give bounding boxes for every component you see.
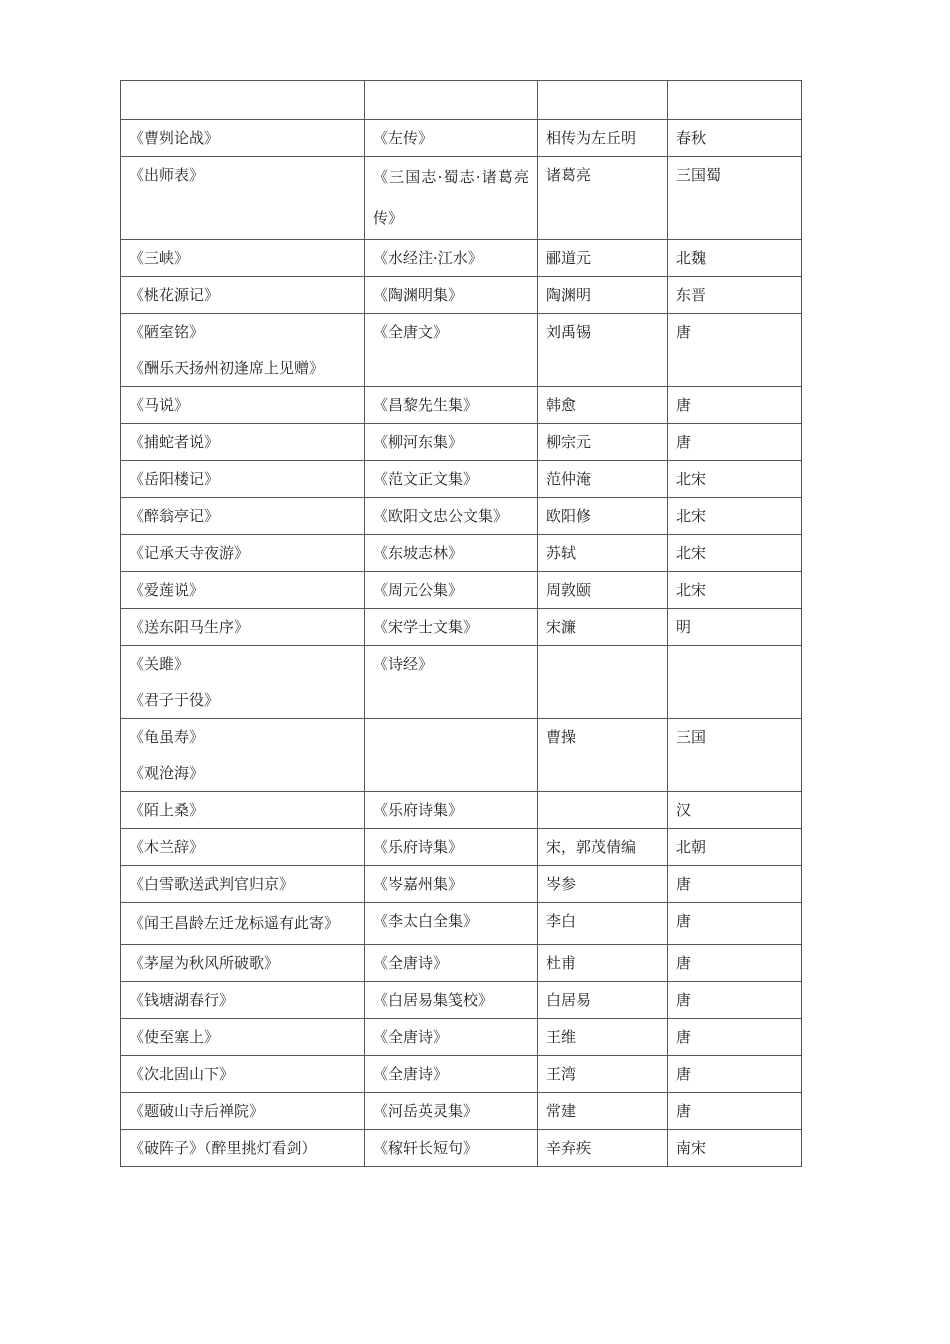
- author-cell: [538, 866, 668, 903]
- era-cell: [668, 945, 802, 982]
- table-row: [121, 572, 802, 609]
- cell-text: 三国蜀: [676, 166, 722, 184]
- source-cell: [365, 866, 538, 903]
- cell-text: 《昌黎先生集》: [373, 396, 479, 414]
- cell-text: 唐: [676, 991, 692, 1009]
- source-cell: [365, 646, 538, 719]
- cell-text: 曹操: [546, 728, 577, 746]
- era-cell: [668, 120, 802, 157]
- author-cell: [538, 535, 668, 572]
- author-cell: [538, 982, 668, 1019]
- author-cell: [538, 572, 668, 609]
- author-cell: [538, 903, 668, 945]
- cell-text: 唐: [676, 912, 692, 930]
- cell-text: 唐: [676, 875, 692, 893]
- cell-text: 王湾: [546, 1065, 577, 1083]
- cell-text: 《酬乐天扬州初逢席上见赠》: [129, 359, 325, 377]
- cell-text: 宋，郭茂倩编: [546, 838, 637, 856]
- title-cell: [121, 1056, 365, 1093]
- table-body: [121, 81, 802, 1167]
- cell-text: 《桃花源记》: [129, 286, 220, 304]
- cell-text: 《捕蛇者说》: [129, 433, 220, 451]
- source-cell: [365, 461, 538, 498]
- cell-text: 《茅屋为秋风所破歌》: [129, 954, 280, 972]
- cell-text: 《观沧海》: [129, 764, 205, 782]
- source-cell: [365, 1056, 538, 1093]
- era-cell: [668, 424, 802, 461]
- era-cell: [668, 572, 802, 609]
- cell-text: 《乐府诗集》: [373, 838, 464, 856]
- cell-text: 岑参: [546, 875, 577, 893]
- cell-text: 《马说》: [129, 396, 190, 414]
- author-cell: [538, 792, 668, 829]
- table-row: [121, 945, 802, 982]
- cell-text: 相传为左丘明: [546, 129, 637, 147]
- cell-text: 《白雪歌送武判官归京》: [129, 875, 295, 893]
- source-cell: [365, 945, 538, 982]
- cell-text: 《陋室铭》: [129, 323, 205, 341]
- era-cell: [668, 866, 802, 903]
- cell-text: 东晋: [676, 286, 707, 304]
- cell-text: 苏轼: [546, 544, 577, 562]
- cell-text: 《全唐诗》: [373, 1028, 449, 1046]
- cell-text: 《范文正文集》: [373, 470, 479, 488]
- source-cell: [365, 719, 538, 792]
- cell-text: 唐: [676, 1065, 692, 1083]
- cell-text: 唐: [676, 433, 692, 451]
- source-cell: [365, 424, 538, 461]
- cell-text: 唐: [676, 1028, 692, 1046]
- table-row: [121, 387, 802, 424]
- title-cell: [121, 314, 365, 387]
- author-cell: [538, 314, 668, 387]
- title-cell: [121, 120, 365, 157]
- cell-text: 《全唐诗》: [373, 1065, 449, 1083]
- cell-text: 郦道元: [546, 249, 592, 267]
- author-cell: [538, 277, 668, 314]
- title-cell: [121, 945, 365, 982]
- era-cell: [668, 387, 802, 424]
- source-cell: [365, 903, 538, 945]
- cell-text: 范仲淹: [546, 470, 592, 488]
- cell-text: 北宋: [676, 544, 707, 562]
- cell-text: 《醉翁亭记》: [129, 507, 220, 525]
- cell-text: 三国: [676, 728, 707, 746]
- title-cell: [121, 829, 365, 866]
- cell-text: 《出师表》: [129, 166, 205, 184]
- author-cell: [538, 120, 668, 157]
- title-cell: [121, 982, 365, 1019]
- table-row: [121, 982, 802, 1019]
- cell-text: 唐: [676, 1102, 692, 1120]
- author-cell: [538, 1093, 668, 1130]
- header-cell: [668, 81, 802, 120]
- cell-text: 王维: [546, 1028, 577, 1046]
- table-row: [121, 903, 802, 945]
- cell-text: 南宋: [676, 1139, 707, 1157]
- table-row: [121, 120, 802, 157]
- cell-text: 《闻王昌龄左迁龙标遥有此寄》: [129, 914, 340, 932]
- title-cell: [121, 461, 365, 498]
- cell-text: 春秋: [676, 129, 707, 147]
- era-cell: [668, 982, 802, 1019]
- cell-text: 《爱莲说》: [129, 581, 205, 599]
- table-row: [121, 719, 802, 792]
- era-cell: [668, 609, 802, 646]
- table-row: [121, 314, 802, 387]
- era-cell: [668, 1093, 802, 1130]
- cell-text: 《左传》: [373, 129, 434, 147]
- author-cell: [538, 498, 668, 535]
- source-cell: [365, 157, 538, 240]
- table-row: [121, 609, 802, 646]
- cell-text: 杜甫: [546, 954, 577, 972]
- cell-text: 《陶渊明集》: [373, 286, 464, 304]
- author-cell: [538, 1056, 668, 1093]
- era-cell: [668, 157, 802, 240]
- cell-text: 《钱塘湖春行》: [129, 991, 235, 1009]
- author-cell: [538, 1130, 668, 1167]
- cell-text: 北魏: [676, 249, 707, 267]
- source-cell: [365, 120, 538, 157]
- cell-text: 汉: [676, 801, 692, 819]
- era-cell: [668, 240, 802, 277]
- literature-table: [120, 80, 802, 1167]
- title-cell: [121, 792, 365, 829]
- author-cell: [538, 240, 668, 277]
- title-cell: [121, 1093, 365, 1130]
- author-cell: [538, 646, 668, 719]
- author-cell: [538, 1019, 668, 1056]
- author-cell: [538, 424, 668, 461]
- cell-text: 《题破山寺后禅院》: [129, 1102, 265, 1120]
- source-cell: [365, 1130, 538, 1167]
- table-row: [121, 498, 802, 535]
- title-cell: [121, 240, 365, 277]
- title-cell: [121, 535, 365, 572]
- title-cell: [121, 1019, 365, 1056]
- cell-text: 白居易: [546, 991, 592, 1009]
- cell-text: 《柳河东集》: [373, 433, 464, 451]
- source-cell: [365, 387, 538, 424]
- cell-text: 欧阳修: [546, 507, 592, 525]
- cell-text: 《周元公集》: [373, 581, 464, 599]
- table-row: [121, 461, 802, 498]
- source-cell: [365, 982, 538, 1019]
- cell-text: 北朝: [676, 838, 707, 856]
- cell-text: 《全唐文》: [373, 323, 449, 341]
- cell-text: 《次北固山下》: [129, 1065, 235, 1083]
- table-row: [121, 424, 802, 461]
- source-cell: [365, 609, 538, 646]
- table-row: [121, 646, 802, 719]
- title-cell: [121, 719, 365, 792]
- cell-text: 《岳阳楼记》: [129, 470, 220, 488]
- era-cell: [668, 1130, 802, 1167]
- table-row: [121, 157, 802, 240]
- title-cell: [121, 424, 365, 461]
- era-cell: [668, 792, 802, 829]
- cell-text: 宋濂: [546, 618, 577, 636]
- cell-text: 刘禹锡: [546, 323, 592, 341]
- table-row: [121, 277, 802, 314]
- cell-text: 北宋: [676, 507, 707, 525]
- cell-text: 《水经注·江水》: [373, 249, 483, 267]
- cell-text: 唐: [676, 323, 692, 341]
- title-cell: [121, 1130, 365, 1167]
- title-cell: [121, 572, 365, 609]
- era-cell: [668, 646, 802, 719]
- era-cell: [668, 461, 802, 498]
- source-cell: [365, 277, 538, 314]
- source-cell: [365, 1093, 538, 1130]
- table-row: [121, 1093, 802, 1130]
- cell-text: 《龟虽寿》: [129, 728, 205, 746]
- title-cell: [121, 277, 365, 314]
- title-cell: [121, 866, 365, 903]
- author-cell: [538, 157, 668, 240]
- era-cell: [668, 1019, 802, 1056]
- era-cell: [668, 719, 802, 792]
- title-cell: [121, 646, 365, 719]
- cell-text: 《三国志·蜀志·诸葛亮传》: [373, 168, 529, 227]
- era-cell: [668, 535, 802, 572]
- cell-text: 《乐府诗集》: [373, 801, 464, 819]
- source-cell: [365, 792, 538, 829]
- title-cell: [121, 498, 365, 535]
- cell-text: 《陌上桑》: [129, 801, 205, 819]
- era-cell: [668, 1056, 802, 1093]
- source-cell: [365, 314, 538, 387]
- table-row: [121, 829, 802, 866]
- era-cell: [668, 498, 802, 535]
- cell-text: 柳宗元: [546, 433, 592, 451]
- cell-text: 明: [676, 618, 692, 636]
- source-cell: [365, 535, 538, 572]
- cell-text: 《曹刿论战》: [129, 129, 220, 147]
- table-row: [121, 535, 802, 572]
- source-cell: [365, 1019, 538, 1056]
- era-cell: [668, 314, 802, 387]
- header-cell: [121, 81, 365, 120]
- cell-text: 《木兰辞》: [129, 838, 205, 856]
- source-cell: [365, 240, 538, 277]
- cell-text: 陶渊明: [546, 286, 592, 304]
- cell-text: 《关雎》: [129, 655, 190, 673]
- title-cell: [121, 387, 365, 424]
- table-row: [121, 1130, 802, 1167]
- author-cell: [538, 945, 668, 982]
- cell-text: 唐: [676, 396, 692, 414]
- cell-text: 唐: [676, 954, 692, 972]
- cell-text: 周敦颐: [546, 581, 592, 599]
- author-cell: [538, 719, 668, 792]
- cell-text: 《白居易集笺校》: [373, 991, 494, 1009]
- cell-text: 辛弃疾: [546, 1139, 592, 1157]
- source-cell: [365, 498, 538, 535]
- era-cell: [668, 829, 802, 866]
- era-cell: [668, 277, 802, 314]
- source-cell: [365, 829, 538, 866]
- table-row: [121, 1019, 802, 1056]
- header-cell: [538, 81, 668, 120]
- table-row: [121, 792, 802, 829]
- cell-text: 《诗经》: [373, 655, 434, 673]
- cell-text: 常建: [546, 1102, 577, 1120]
- cell-text: 《全唐诗》: [373, 954, 449, 972]
- header-cell: [365, 81, 538, 120]
- cell-text: 《岑嘉州集》: [373, 875, 464, 893]
- cell-text: 《记承天寺夜游》: [129, 544, 250, 562]
- title-cell: [121, 903, 365, 945]
- author-cell: [538, 829, 668, 866]
- table-row: [121, 1056, 802, 1093]
- cell-text: 《欧阳文忠公文集》: [373, 507, 509, 525]
- era-cell: [668, 903, 802, 945]
- title-cell: [121, 609, 365, 646]
- cell-text: 《东坡志林》: [373, 544, 464, 562]
- cell-text: 《送东阳马生序》: [129, 618, 250, 636]
- cell-text: 北宋: [676, 470, 707, 488]
- author-cell: [538, 609, 668, 646]
- table-row: [121, 866, 802, 903]
- cell-text: 《三峡》: [129, 249, 190, 267]
- table-row: [121, 240, 802, 277]
- cell-text: 北宋: [676, 581, 707, 599]
- cell-text: 李白: [546, 912, 577, 930]
- cell-text: 《破阵子》（醉里挑灯看剑）: [129, 1139, 317, 1157]
- cell-text: 《宋学士文集》: [373, 618, 479, 636]
- cell-text: 《君子于役》: [129, 691, 220, 709]
- cell-text: 《使至塞上》: [129, 1028, 220, 1046]
- cell-text: 《稼轩长短句》: [373, 1139, 479, 1157]
- author-cell: [538, 387, 668, 424]
- author-cell: [538, 461, 668, 498]
- cell-text: 《河岳英灵集》: [373, 1102, 479, 1120]
- cell-text: 《李太白全集》: [373, 912, 479, 930]
- source-cell: [365, 572, 538, 609]
- cell-text: 韩愈: [546, 396, 577, 414]
- table-header-row: [121, 81, 802, 120]
- title-cell: [121, 157, 365, 240]
- cell-text: 诸葛亮: [546, 166, 592, 184]
